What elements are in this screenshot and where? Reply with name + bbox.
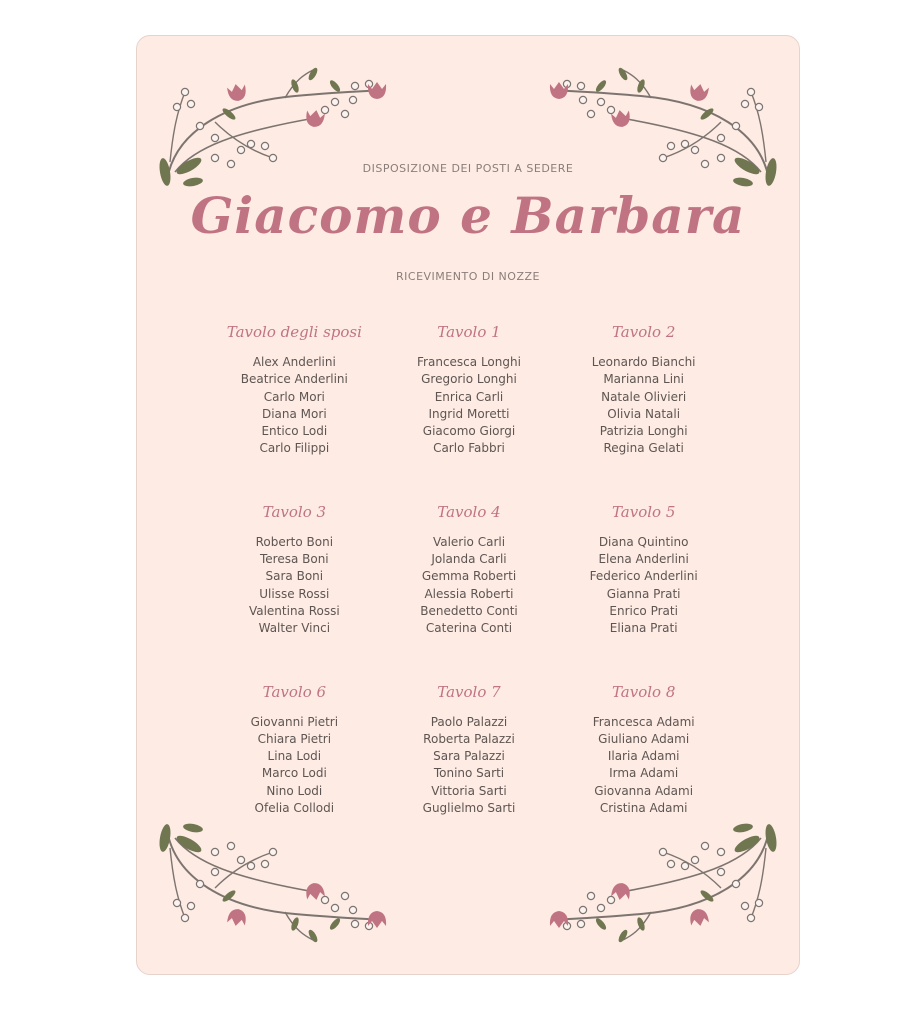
guest-list: [382, 714, 557, 818]
table-block: [207, 678, 382, 818]
guest-name: Eliana Prati: [609, 621, 678, 636]
guest-name: Diana Mori: [261, 406, 327, 421]
guest-name: Jolanda Carli: [431, 552, 507, 567]
guest-name: Elena Anderlini: [598, 552, 689, 567]
guest-name: Carlo Fabbri: [433, 441, 505, 456]
guest-name: Alessia Roberti: [424, 586, 514, 601]
table-block: [556, 318, 731, 458]
guest-name: Walter Vinci: [258, 621, 331, 636]
guest-name: Sara Boni: [265, 569, 324, 584]
guest-name: Ulisse Rossi: [259, 586, 330, 601]
guest-list: [382, 534, 557, 638]
table-block: [382, 498, 557, 638]
guest-name: Benedetto Conti: [420, 603, 518, 618]
table-title: Tavolo 1: [437, 323, 501, 341]
tables-grid: [207, 318, 731, 817]
floral-corner-icon: [531, 818, 781, 948]
guest-name: Francesca Longhi: [417, 355, 521, 369]
guest-name: Leonardo Bianchi: [591, 355, 696, 369]
guest-name: Lina Lodi: [267, 749, 322, 764]
table-title: Tavolo 5: [611, 502, 676, 521]
guest-name: Valentina Rossi: [248, 603, 340, 618]
guest-name: Paolo Palazzi: [430, 714, 508, 729]
guest-name: Gianna Prati: [606, 586, 681, 601]
table-block: [207, 498, 382, 638]
guest-name: Marco Lodi: [261, 766, 327, 781]
guest-name: Giovanna Adami: [594, 783, 694, 798]
guest-list: [556, 534, 731, 638]
guest-list: [556, 714, 731, 818]
guest-list: [207, 534, 382, 638]
guest-name: Roberto Boni: [255, 534, 334, 549]
seating-subtitle: DISPOSIZIONE DEI POSTI A SEDERE: [362, 162, 574, 175]
guest-name: Enrico Prati: [609, 603, 678, 618]
guest-name: Gregorio Longhi: [421, 372, 517, 387]
table-title: Tavolo 8: [611, 682, 676, 701]
guest-name: Patrizia Longhi: [599, 424, 688, 439]
guest-name: Federico Anderlini: [589, 569, 698, 584]
table-block: [382, 678, 557, 818]
guest-list: [207, 714, 382, 818]
table-title: Tavolo 6: [262, 682, 327, 701]
guest-name: Marianna Lini: [603, 372, 684, 387]
guest-name: Beatrice Anderlini: [240, 372, 348, 387]
guest-name: Carlo Filippi: [259, 441, 330, 456]
guest-name: Tonino Sarti: [433, 766, 505, 781]
guest-name: Olivia Natali: [607, 406, 681, 421]
table-title: Tavolo degli sposi: [226, 323, 362, 341]
floral-corner-icon: [155, 818, 405, 948]
guest-name: Giacomo Giorgi: [422, 424, 516, 439]
couple-names: Giacomo e Barbara: [190, 186, 746, 245]
guest-list: [556, 354, 731, 458]
guest-name: Entico Lodi: [261, 424, 328, 439]
table-title: Tavolo 7: [437, 682, 501, 701]
table-block: [207, 318, 382, 458]
guest-name: Carlo Mori: [263, 389, 325, 404]
guest-name: Alex Anderlini: [252, 355, 336, 369]
guest-name: Ofelia Collodi: [254, 801, 335, 816]
guest-name: Cristina Adami: [599, 801, 688, 816]
guest-name: Diana Quintino: [598, 534, 689, 549]
table-title: Tavolo 3: [262, 502, 327, 521]
table-title: Tavolo 2: [611, 323, 676, 341]
guest-name: Enrica Carli: [434, 389, 504, 404]
guest-name: Giovanni Pietri: [250, 714, 339, 729]
guest-name: Irma Adami: [609, 766, 679, 781]
guest-name: Giuliano Adami: [598, 731, 690, 746]
seating-chart-card: [136, 35, 800, 975]
reception-subtitle: RICEVIMENTO DI NOZZE: [396, 270, 540, 283]
guest-name: Caterina Conti: [425, 621, 513, 636]
guest-name: Chiara Pietri: [257, 731, 332, 746]
guest-name: Natale Olivieri: [601, 389, 687, 404]
guest-name: Roberta Palazzi: [423, 731, 515, 746]
guest-name: Ingrid Moretti: [428, 406, 510, 421]
guest-name: Francesca Adami: [592, 714, 695, 729]
table-block: [382, 318, 557, 458]
guest-list: [382, 354, 557, 458]
guest-name: Guglielmo Sarti: [422, 801, 516, 816]
table-block: [556, 498, 731, 638]
guest-list: [207, 354, 382, 458]
table-block: [556, 678, 731, 818]
guest-name: Regina Gelati: [603, 441, 684, 456]
guest-name: Valerio Carli: [432, 534, 506, 549]
guest-name: Vittoria Sarti: [431, 783, 507, 798]
guest-name: Ilaria Adami: [607, 749, 680, 764]
guest-name: Nino Lodi: [266, 783, 323, 798]
guest-name: Teresa Boni: [259, 552, 329, 567]
table-title: Tavolo 4: [437, 502, 501, 521]
guest-name: Sara Palazzi: [433, 749, 505, 764]
guest-name: Gemma Roberti: [421, 569, 517, 584]
